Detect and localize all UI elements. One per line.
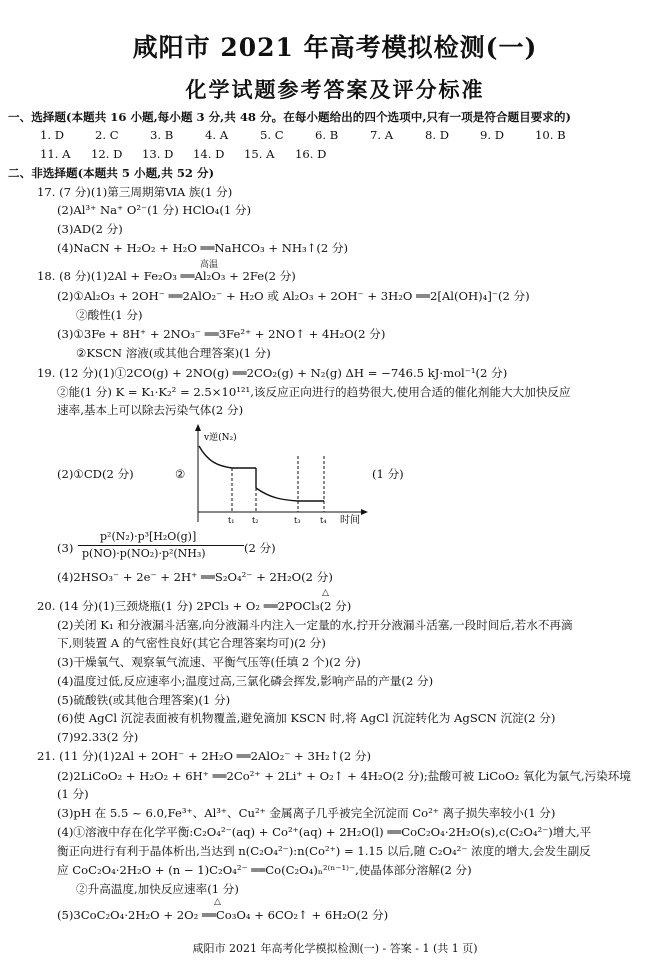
q19-line4-a: (2)①CD(2 分) [57, 467, 134, 481]
page-footer: 咸阳市 2021 年高考化学模拟检测(一) - 答案 - 1 (共 1 页) [192, 942, 478, 955]
q18-line4: (3)①3Fe + 8H⁺ + 2NO₃⁻ ══3Fe²⁺ + 2NO↑ + 4H₂O(2 分) [57, 327, 386, 341]
kp-denominator: p(NO)·p(NO₂)·p²(NH₃) [82, 547, 206, 560]
page-subtitle: 化学试题参考答案及评分标准 [185, 77, 485, 102]
mc-answer: 1. D [40, 128, 65, 142]
q20-line1: 20. (14 分)(1)三颈烧瓶(1 分) 2PCl₃ + O₂ ══2POCl₃(2 分) [37, 599, 352, 613]
q20-line5: (4)温度过低,反应速率小;温度过高,三氯化磷会挥发,影响产品的产量(2 分) [57, 674, 434, 688]
q21-line6: 衡正向进行有利于晶体析出,当达到 n(C₂O₄²⁻):n(Co²⁺) = 1.15 以后,随 C₂O₄²⁻ 浓度的增大,会发生副反 [57, 844, 591, 858]
kp-numerator: p²(N₂)·p³[H₂O(g)] [100, 530, 197, 543]
graph-tick-t4: t₄ [320, 516, 327, 525]
mc-answer: 4. A [205, 128, 229, 142]
q18-line5: ②KSCN 溶液(或其他合理答案)(1 分) [76, 346, 271, 360]
graph-curve-2 [256, 468, 324, 501]
q20-line2: (2)关闭 K₁ 和分液漏斗活塞,向分液漏斗内注入一定量的水,拧开分液漏斗活塞,一段时间后,若水不再滴 [57, 618, 573, 632]
graph-tick-t2: t₂ [252, 516, 259, 525]
q21-condition: △ [214, 897, 221, 907]
mc-answer: 11. A [40, 147, 71, 161]
kp-fraction [78, 530, 248, 564]
q20-line3: 下,则装置 A 的气密性良好(其它合理答案均可)(2 分) [57, 636, 326, 650]
section2-heading: 二、非选择题(本题共 5 小题,共 52 分) [8, 166, 215, 180]
q18-line2: (2)①Al₂O₃ + 2OH⁻ ══2AlO₂⁻ + H₂O 或 Al₂O₃ + 2OH⁻ + 3H₂O ══2[Al(OH)₄]⁻(2 分) [57, 289, 530, 303]
graph-tick-t3: t₃ [294, 516, 301, 525]
mc-answer: 6. B [315, 128, 339, 142]
mc-answer: 10. B [535, 128, 566, 142]
mc-answer: 12. D [91, 147, 123, 161]
mc-answer: 15. A [244, 147, 275, 161]
q18-line3: ②酸性(1 分) [76, 308, 143, 322]
rate-time-graph [192, 422, 372, 532]
q21-line1: 21. (11 分)(1)2Al + 2OH⁻ + 2H₂O ══2AlO₂⁻ + 3H₂↑(2 分) [37, 749, 372, 763]
graph-y-label: v逆(N₂) [204, 433, 237, 443]
graph-x-arrow [361, 509, 368, 515]
q17-line3: (3)AD(2 分) [57, 222, 123, 236]
q20-line4: (3)干燥氧气、观察氧气流速、平衡气压等(任填 2 个)(2 分) [57, 655, 361, 669]
q19-line4-b: ② [175, 467, 186, 481]
q21-line3: (1 分) [57, 787, 89, 801]
q19-line5-b: (2 分) [244, 541, 276, 555]
q19-line4-c: (1 分) [372, 467, 404, 481]
mc-answer: 7. A [370, 128, 394, 142]
mc-answer: 3. B [150, 128, 174, 142]
q17-line1: 17. (7 分)(1)第三周期第ⅥA 族(1 分) [37, 185, 233, 199]
mc-answer: 14. D [193, 147, 225, 161]
mc-answer: 13. D [142, 147, 174, 161]
mc-answer: 5. C [260, 128, 284, 142]
page-title: 咸阳市 2021 年高考模拟检测(一) [132, 33, 538, 62]
q19-line6: (4)2HSO₃⁻ + 2e⁻ + 2H⁺ ══S₂O₄²⁻ + 2H₂O(2 分) [57, 570, 333, 584]
q19-line2: ②能(1 分) K = K₁·K₂² = 2.5×10¹²¹,该反应正向进行的趋势很大,使用合适的催化剂能大大加快反应 [57, 385, 571, 399]
q20-line7: (6)使 AgCl 沉淀表面被有机物覆盖,避免滴加 KSCN 时,将 AgCl 沉淀转化为 AgSCN 沉淀(2 分) [57, 711, 556, 725]
q21-line4: (3)pH 在 5.5 ~ 6.0,Fe³⁺、Al³⁺、Cu²⁺ 金属离子几乎被完全沉淀而 Co²⁺ 离子损失率较小(1 分) [57, 806, 556, 820]
graph-y-arrow [195, 424, 201, 431]
mc-answer: 9. D [480, 128, 505, 142]
graph-tick-t1: t₁ [228, 516, 235, 525]
q20-line6: (5)硫酸铁(或其他合理答案)(1 分) [57, 693, 231, 707]
fraction-bar [78, 545, 244, 546]
section1-heading: 一、选择题(本题共 16 小题,每小题 3 分,共 48 分。在每小题给出的四个选项中,只有一项是符合题目要求的) [8, 110, 571, 124]
mc-answer: 16. D [295, 147, 327, 161]
mc-answer: 8. D [425, 128, 450, 142]
q20-line8: (7)92.33(2 分) [57, 730, 139, 744]
q18-condition: 高温 [200, 260, 219, 270]
mc-answers-row1 [40, 128, 590, 142]
mc-answer: 2. C [95, 128, 119, 142]
graph-x-label: 时间 [340, 515, 360, 526]
graph-curve-1 [199, 446, 256, 468]
q19-line5-a: (3) [57, 541, 74, 555]
q19-line1: 19. (12 分)(1)①2CO(g) + 2NO(g) ══2CO₂(g) + N₂(g) ΔH = −746.5 kJ·mol⁻¹(2 分) [37, 366, 508, 380]
q21-line9: (5)3CoC₂O₄·2H₂O + 2O₂ ══Co₃O₄ + 6CO₂↑ + 6H₂O(2 分) [57, 908, 389, 922]
q19-line3: 速率,基本上可以除去污染气体(2 分) [57, 403, 244, 417]
q21-line2: (2)2LiCoO₂ + H₂O₂ + 6H⁺ ══2Co²⁺ + 2Li⁺ + O₂↑ + 4H₂O(2 分);盐酸可被 LiCoO₂ 氧化为氯气,污染环境 [57, 769, 631, 783]
q21-line8: ②升高温度,加快反应速率(1 分) [76, 882, 239, 896]
q17-line4: (4)NaCN + H₂O₂ + H₂O ══NaHCO₃ + NH₃↑(2 分) [57, 241, 349, 255]
q21-line5: (4)①溶液中存在化学平衡:C₂O₄²⁻(aq) + Co²⁺(aq) + 2H₂O(l) ══CoC₂O₄·2H₂O(s),c(C₂O₄²⁻)增大,平 [57, 825, 592, 839]
mc-answers-row2 [40, 147, 346, 161]
q18-line1: 18. (8 分)(1)2Al + Fe₂O₃ ══Al₂O₃ + 2Fe(2 分) [37, 269, 296, 283]
q17-line2: (2)Al³⁺ Na⁺ O²⁻(1 分) HClO₄(1 分) [57, 203, 252, 217]
q21-line7: 应 CoC₂O₄·2H₂O + (n − 1)C₂O₄²⁻ ══Co(C₂O₄)ₙ²⁽ⁿ⁻¹⁾⁻,使晶体部分溶解(2 分) [57, 863, 472, 877]
q20-condition: △ [322, 588, 329, 598]
